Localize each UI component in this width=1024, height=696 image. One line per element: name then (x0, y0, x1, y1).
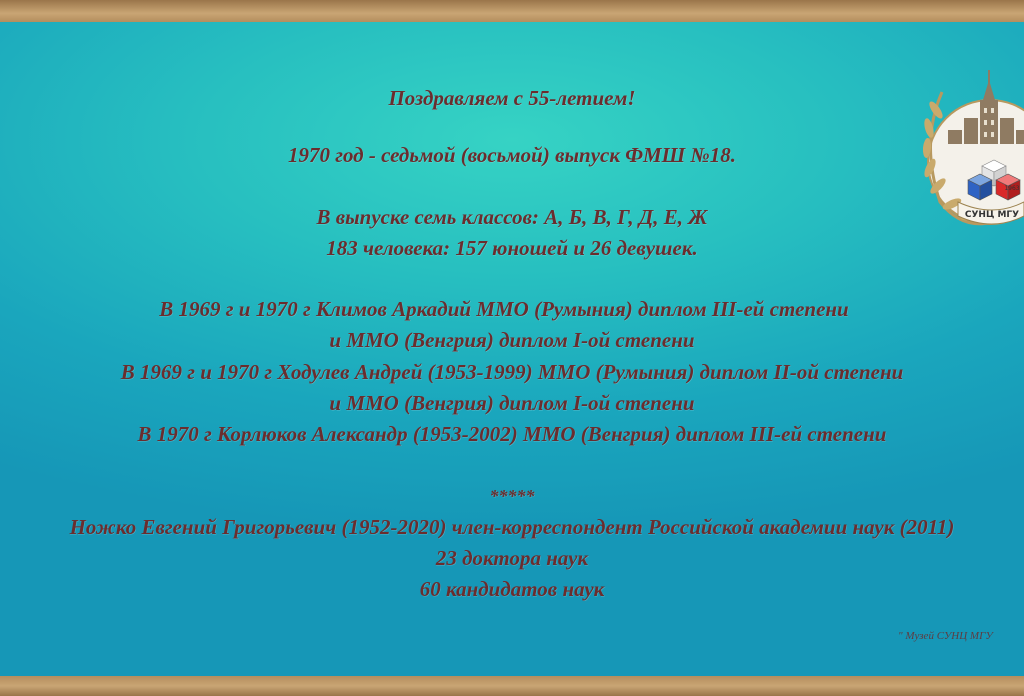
slide (0, 22, 1024, 676)
olympiad-line: и ММО (Венгрия) диплом I-ой степени (329, 328, 695, 352)
classes-line: В выпуске семь классов: А, Б, В, Г, Д, Е, Ж (316, 205, 708, 229)
olympiad-line: В 1970 г Корлюков Александр (1953-2002) ММО (Венгрия) диплом III-ей степени (137, 422, 887, 446)
logo-title-text: СУНЦ МГУ (964, 210, 1020, 220)
sunc-msu-logo (912, 62, 1024, 237)
logo-year-text: 1963 (1004, 185, 1020, 192)
heading: Поздравляем с 55-летием! (388, 86, 636, 110)
member-line: Ножко Евгений Григорьевич (1952-2020) член-корреспондент Российской академии наук (2011) (69, 515, 955, 539)
candidates-line: 60 кандидатов наук (419, 577, 605, 601)
frame-top (0, 0, 1024, 22)
people-line: 183 человека: 157 юношей и 26 девушек. (326, 236, 698, 260)
olympiad-line: В 1969 г и 1970 г Ходулев Андрей (1953-1999) ММО (Румыния) диплом II-ой степени (120, 360, 904, 384)
frame-bottom (0, 676, 1024, 696)
doctors-line: 23 доктора наук (435, 546, 589, 570)
olympiad-line: В 1969 г и 1970 г Климов Аркадий ММО (Румыния) диплом III-ей степени (159, 297, 849, 321)
graduation-line: 1970 год - седьмой (восьмой) выпуск ФМШ №18. (287, 143, 737, 167)
separator: ***** (489, 486, 535, 506)
museum-credit: " Музей СУНЦ МГУ (898, 630, 993, 642)
olympiad-line: и ММО (Венгрия) диплом I-ой степени (329, 391, 695, 415)
